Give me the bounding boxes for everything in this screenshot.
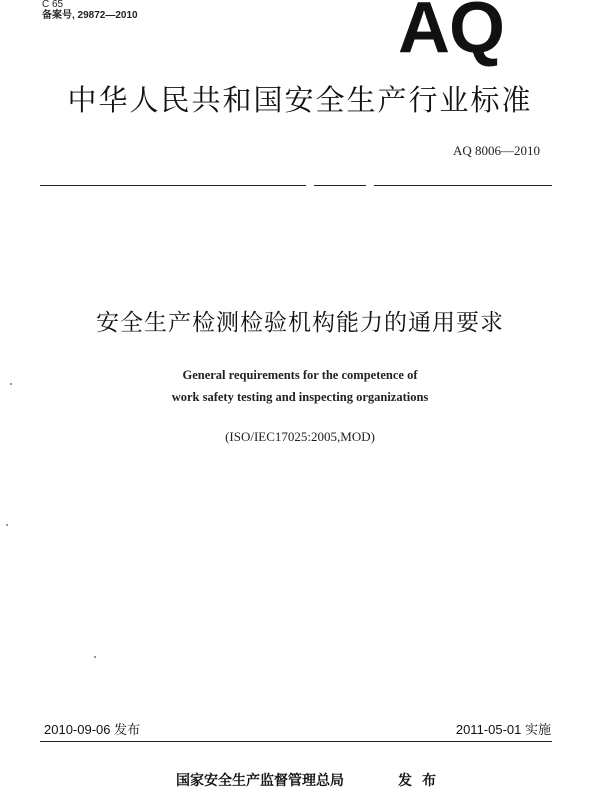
- industry-standard-title: 中华人民共和国安全生产行业标准: [67, 83, 533, 117]
- aq-logo: AQ: [398, 0, 504, 68]
- publish-date: 2010-09-06 发布: [44, 722, 141, 737]
- implementation-date: 2011-05-01 实施: [455, 722, 551, 737]
- english-title-line-1: General requirements for the competence of: [182, 368, 418, 382]
- ics-code: C 65: [42, 0, 64, 10]
- iso-reference: (ISO/IEC17025:2005,MOD): [225, 429, 375, 444]
- filing-number: 备案号, 29872—2010: [42, 10, 138, 21]
- footer-rule: [40, 741, 552, 742]
- english-title: [0, 364, 600, 408]
- scan-speck: [6, 524, 8, 526]
- standard-number: AQ 8006—2010: [452, 143, 540, 158]
- english-title-line-2: work safety testing and inspecting organizations: [171, 390, 429, 404]
- chinese-title: 安全生产检测检验机构能力的通用要求: [96, 310, 504, 336]
- issue-label: 发布: [398, 773, 446, 789]
- scan-speck: [94, 656, 96, 658]
- issuing-authority: 国家安全生产监督管理总局: [176, 773, 344, 789]
- scan-speck: [10, 383, 12, 385]
